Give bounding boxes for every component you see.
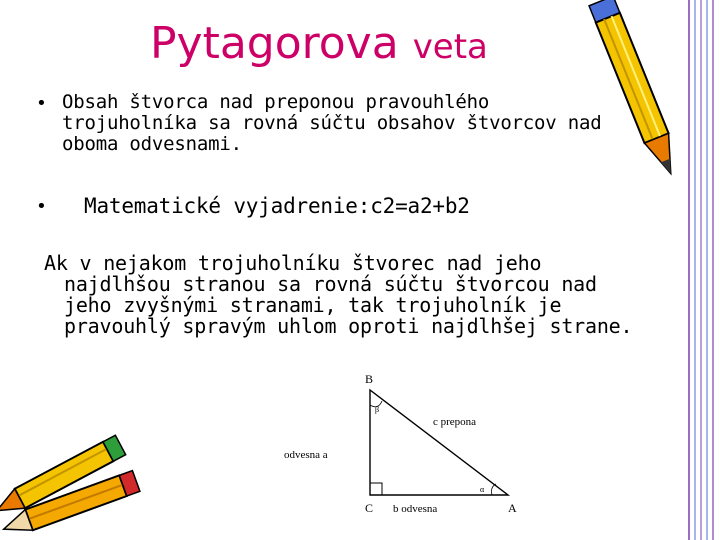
bullet-text-1 (62, 92, 672, 155)
angle-beta-mark: β (375, 405, 380, 414)
pencils-icon (0, 430, 150, 540)
title-rest: veta (412, 27, 488, 67)
decorative-border (683, 0, 720, 540)
hypotenuse-label: c prepona (433, 416, 477, 428)
angle-alpha-mark: α (480, 485, 485, 494)
bullet-1-line: trojuholníka sa rovná súčtu obsahov štvorcov nad (62, 112, 602, 134)
right-angle-mark (370, 483, 382, 495)
slide-title (150, 18, 488, 69)
leg-a-label: odvesna a (284, 449, 328, 461)
paragraph-line: najdlhšou stranou sa rovná súčtu štvorcou nad (64, 272, 597, 296)
bullet-marker: • (36, 93, 47, 114)
vertex-a-label: A (508, 501, 517, 515)
bullet-1-line: oboma odvesnami. (62, 133, 242, 155)
paragraph-line: Ak v nejakom trojuholníku štvorec nad jeho (44, 251, 542, 275)
bullet-text-2: Matematické vyjadrenie:c2=a2+b2 (84, 194, 470, 218)
right-triangle-diagram (270, 365, 530, 525)
title-main: Pytagorova (150, 18, 399, 69)
leg-b-label: b odvesna (393, 503, 438, 515)
pencil-icon (588, 0, 688, 190)
vertex-c-label: C (365, 501, 374, 515)
paragraph-line: jeho zvyšnými stranami, tak trojuholník je (64, 293, 562, 317)
bullet-1-line: Obsah štvorca nad preponou pravouhlého (62, 91, 490, 113)
bullet-marker: • (36, 196, 47, 217)
theorem-paragraph (44, 253, 654, 337)
triangle-shape (370, 390, 508, 495)
vertex-b-label: B (365, 372, 374, 386)
paragraph-line: pravouhlý spravým uhlom oproti najdlhšej strane. (64, 314, 633, 338)
